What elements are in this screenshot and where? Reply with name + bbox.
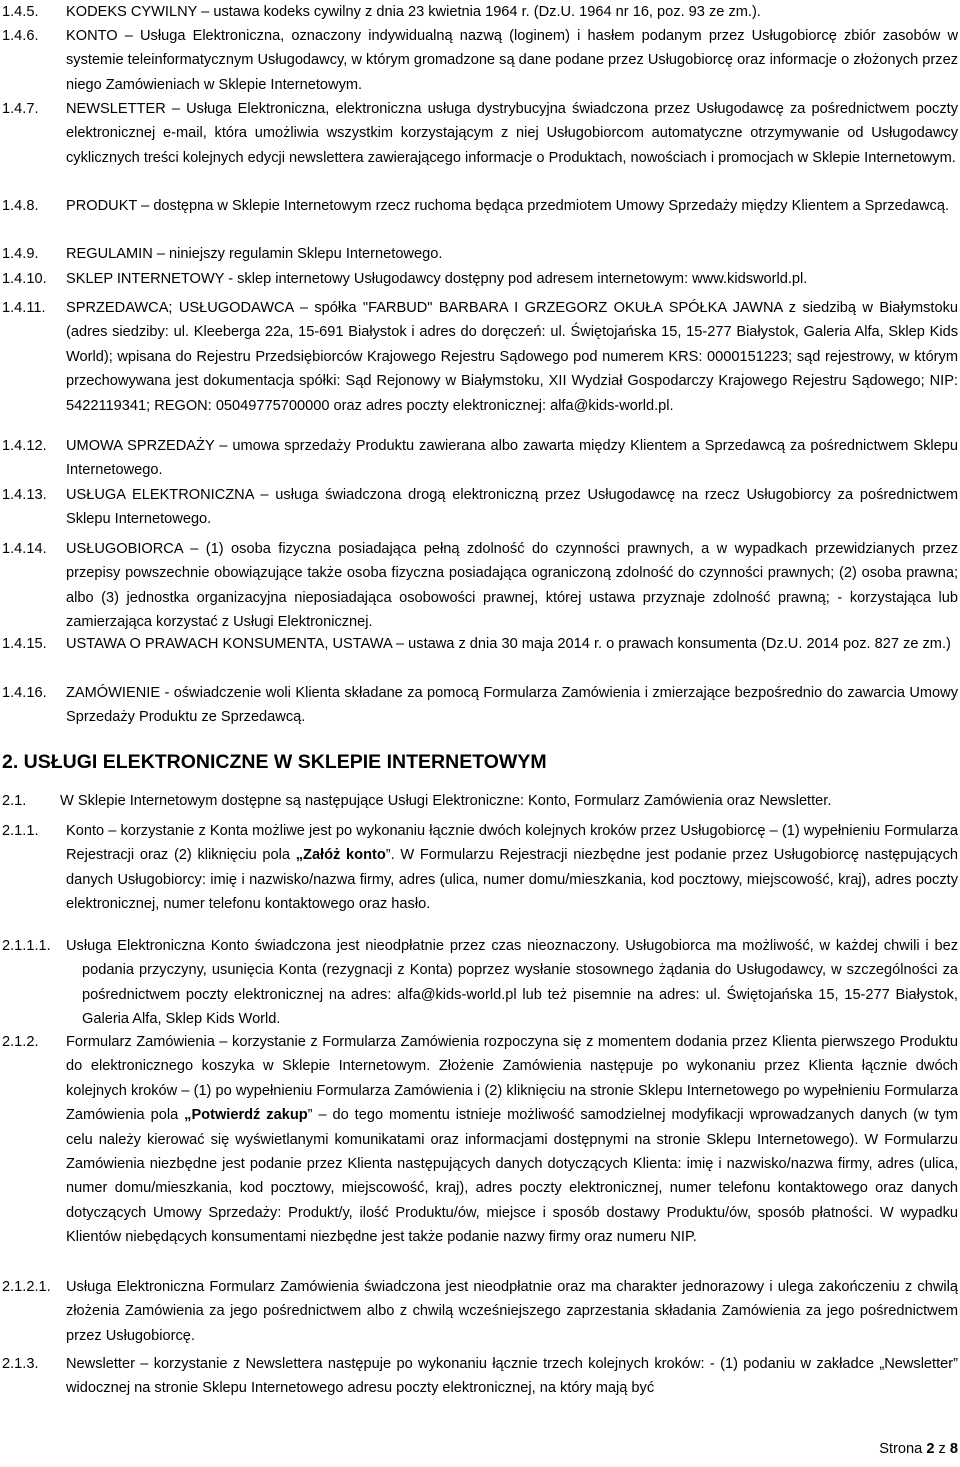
page-separator: z <box>938 1441 946 1457</box>
item-number: 1.4.14. <box>2 541 47 557</box>
item-number: 2.1.2.1. <box>2 1279 51 1295</box>
item-number: 1.4.9. <box>2 246 39 262</box>
bold-button-label: „Potwierdź zakup <box>184 1107 308 1124</box>
page-number: 2 <box>926 1441 935 1457</box>
item-number: 1.4.8. <box>2 198 39 214</box>
item-number: 1.4.15. <box>2 636 47 652</box>
item-text: KONTO – Usługa Elektroniczna, oznaczony indywidualną nazwą (loginem) i hasłem podanym przez Usługobiorcę zbiór zasobów w systemie teleinformatycznym Usługodawcy, w którym gromadzone są dane podane przez Usługobiorcę oraz informacje o złożonych przez niego Zamówieniach w Sklepie Internetowym. <box>66 28 958 93</box>
item-number: 1.4.7. <box>2 101 39 117</box>
item-text: USTAWA O PRAWACH KONSUMENTA, USTAWA – ustawa z dnia 30 maja 2014 r. o prawach konsumenta (Dz.U. 2014 poz. 827 ze zm.) <box>66 636 951 652</box>
item-number: 2.1.3. <box>2 1356 39 1372</box>
item-text: Newsletter – korzystanie z Newslettera następuje po wykonaniu łącznie trzech kolejnych kroków: - (1) podaniu w zakładce „Newsletter” widocznej na stronie Sklepu Internetowego adresu poczty elektronicznej, na który mają być <box>66 1356 958 1397</box>
item-text: ZAMÓWIENIE - oświadczenie woli Klienta składane za pomocą Formularza Zamówienia i zmierzające bezpośrednio do zawarcia Umowy Sprzedaży Produktu ze Sprzedawcą. <box>66 685 958 726</box>
bold-button-label: „Załóż konto <box>295 847 386 864</box>
item-number: 1.4.16. <box>2 685 47 701</box>
item-text: UMOWA SPRZEDAŻY – umowa sprzedaży Produktu zawierana albo zawarta między Klientem a Sprzedawcą za pośrednictwem Sklepu Internetowego. <box>66 438 958 479</box>
page-total: 8 <box>949 1441 958 1457</box>
item-text <box>66 1030 958 1250</box>
item-number: 2.1.1. <box>2 823 39 839</box>
item-text: USŁUGOBIORCA – (1) osoba fizyczna posiadająca pełną zdolność do czynności prawnych, a w wypadkach przewidzianych przez przepisy powszechnie obowiązujące także osoba fizyczna posiadająca ograniczoną zdolność do czynności prawnych; (2) osoba prawna; albo (3) jednostka organizacyjna nieposiadająca osobowości prawnej, której ustawa przyznaje zdolność prawną; - korzystająca lub zamierzająca korzystać z Usługi Elektronicznej. <box>66 541 958 631</box>
item-text: SKLEP INTERNETOWY - sklep internetowy Usługodawcy dostępny pod adresem internetowym: www.kidsworld.pl. <box>66 271 808 287</box>
page-label: Strona <box>879 1441 923 1457</box>
item-number: 2.1. <box>2 793 27 809</box>
section-heading: 2. USŁUGI ELEKTRONICZNE W SKLEPIE INTERNETOWYM <box>2 751 547 773</box>
item-text: REGULAMIN – niniejszy regulamin Sklepu Internetowego. <box>66 246 443 262</box>
item-text: Usługa Elektroniczna Formularz Zamówienia świadczona jest nieodpłatnie oraz ma charakter jednorazowy i ulega zakończeniu z chwilą złożenia Zamówienia za jego pośrednictwem albo z chwilą wcześniejszego zaprzestania składania Zamówienia za jego pośrednictwem przez Usługobiorcę. <box>66 1279 958 1344</box>
item-number: 1.4.5. <box>2 4 39 20</box>
item-text: SPRZEDAWCA; USŁUGODAWCA – spółka "FARBUD" BARBARA I GRZEGORZ OKUŁA SPÓŁKA JAWNA z siedzibą w Białymstoku (adres siedziby: ul. Kleeberga 22a, 15-691 Białystok i adres do doręczeń: ul. Świętojańska 15, 15-277 Białystok, Galeria Alfa, Sklep Kids World); wpisana do Rejestru Przedsiębiorców Krajowego Rejestru Sądowego pod numerem KRS: 0000151223; sąd rejestrowy, w którym przechowywana jest dokumentacja spółki: Sąd Rejonowy w Białymstoku, XII Wydział Gospodarczy Krajowego Rejestru Sądowego; NIP: 5422119341; REGON: 05049775700000 oraz adres poczty elektronicznej: alfa@kids-world.pl. <box>66 300 958 414</box>
text-part: ”. W Formularzu Rejestracji niezbędne jest podanie przez Usługobiorcę następujących danych Usługobiorcy: imię i nazwisko/nazwa firmy, adres (ulica, numer domu/mieszkania, kod pocztowy, miejscowość, kraj), adres poczty elektronicznej, numer telefonu kontaktowego oraz hasło. <box>66 847 958 913</box>
item-text: PRODUKT – dostępna w Sklepie Internetowym rzecz ruchoma będąca przedmiotem Umowy Sprzedaży między Klientem a Sprzedawcą. <box>66 198 950 214</box>
text-part: ” – do tego momentu istnieje możliwość samodzielnej modyfikacji wprowadzanych danych (w tym celu należy kierować się wyświetlanymi komunikatami oraz informacjami dostępnymi na stronie Sklepu Internetowego). W Formularzu Zamówienia niezbędne jest podanie przez Klienta następujących danych dotyczących Klienta: imię i nazwisko/nazwa firmy, adres (ulica, numer domu/mieszkania, kod pocztowy, miejscowość, kraj), adres poczty elektronicznej, numer telefonu kontaktowego oraz danych dotyczących Umowy Sprzedaży: Produkt/y, ilość Produktu/ów, miejsce i sposób dostawy Produktu/ów, sposób płatności. W wypadku Klientów niebędących konsumentami niezbędne jest także podanie nazwy firmy oraz numeru NIP. <box>66 1107 958 1246</box>
item-text: Usługa Elektroniczna Konto świadczona jest nieodpłatnie przez czas nieoznaczony. Usługobiorca ma możliwość, w każdej chwili i bez podania przyczyny, usunięcia Konta (rezygnacji z Konta) poprzez wysłanie stosownego żądania do Usługodawcy, w szczególności za pośrednictwem poczty elektronicznej na adres: alfa@kids-world.pl lub też pisemnie na adres: ul. Świętojańska 15, 15-277 Białystok, Galeria Alfa, Sklep Kids World. <box>66 938 958 1028</box>
item-number: 1.4.13. <box>2 487 47 503</box>
text-part: Konto – korzystanie z Konta możliwe jest po wykonaniu łącznie dwóch kolejnych kroków przez Usługobiorcę – (1) wypełnieniu Formularza Rejestracji oraz (2) kliknięciu pola <box>66 823 958 864</box>
text-part: Formularz Zamówienia – korzystanie z Formularza Zamówienia rozpoczyna się z momentem dodania przez Klienta pierwszego Produktu do elektronicznego koszyka w Sklepie Internetowym. Złożenie Zamówienia następuje po wykonaniu przez Klienta łącznie dwóch kolejnych kroków – (1) po wypełnieniu Formularza Zamówienia i (2) kliknięciu na stronie Sklepu Internetowego po wypełnieniu Formularza Zamówienia pola <box>66 1034 958 1124</box>
item-number: 1.4.11. <box>2 300 46 316</box>
item-number: 1.4.6. <box>2 28 39 44</box>
item-text: NEWSLETTER – Usługa Elektroniczna, elektroniczna usługa dystrybucyjna świadczona przez Usługodawcę za pośrednictwem poczty elektronicznej e-mail, która umożliwia wszystkim korzystającym z niej Usługobiorcom automatyczne otrzymywanie od Usługodawcy cyklicznych treści kolejnych edycji newslettera zawierającego informacje o Produktach, nowościach i promocjach w Sklepie Internetowym. <box>66 101 958 166</box>
item-text <box>66 819 958 917</box>
page-footer <box>879 1439 958 1459</box>
item-text: KODEKS CYWILNY – ustawa kodeks cywilny z dnia 23 kwietnia 1964 r. (Dz.U. 1964 nr 16, poz. 93 ze zm.). <box>66 4 761 20</box>
item-number: 1.4.10. <box>2 271 47 287</box>
item-text: W Sklepie Internetowym dostępne są następujące Usługi Elektroniczne: Konto, Formularz Zamówienia oraz Newsletter. <box>60 793 832 809</box>
item-number: 2.1.1.1. <box>2 938 51 954</box>
item-number: 1.4.12. <box>2 438 47 454</box>
item-text: USŁUGA ELEKTRONICZNA – usługa świadczona drogą elektroniczną przez Usługodawcę na rzecz Usługobiorcy za pośrednictwem Sklepu Internetowego. <box>66 487 958 528</box>
item-number: 2.1.2. <box>2 1034 39 1050</box>
